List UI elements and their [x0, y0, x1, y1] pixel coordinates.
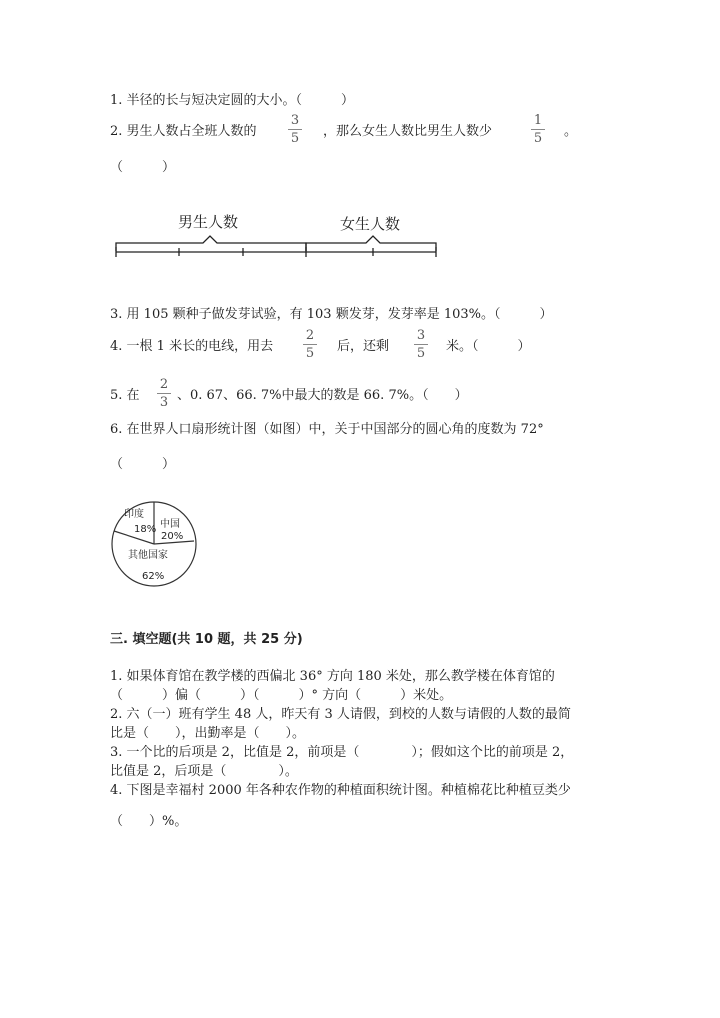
question-6: 6. 在世界人口扇形统计图（如图）中，关于中国部分的圆心角的度数为 72°: [110, 422, 544, 437]
fraction-numerator: 1: [533, 113, 543, 128]
boys-label: 男生人数: [178, 213, 239, 231]
fill-question-4-line-2: （ ）%。: [110, 814, 188, 829]
fraction-denominator: 5: [416, 346, 426, 361]
question-4-prefix: 4. 一根 1 米长的电线，用去: [110, 339, 274, 354]
fill-question-3-line-1: 3. 一个比的后项是 2，比值是 2，前项是（ ）；假如这个比的前项是 2，: [110, 745, 574, 760]
section-3-title: 三. 填空题(共 10 题，共 25 分): [110, 632, 303, 647]
question-2-prefix: 2. 男生人数占全班人数的: [110, 124, 257, 139]
fraction-numerator: 2: [159, 377, 169, 392]
fraction-three-fifths: [288, 113, 302, 146]
fraction-numerator: 3: [290, 113, 300, 128]
world-population-pie-chart: [106, 500, 202, 590]
fraction-denominator: 5: [533, 131, 543, 146]
other-countries-value: 62%: [142, 571, 165, 582]
question-4-middle: 后，还剩: [337, 339, 390, 354]
question-2-answer-blank: （ ）: [110, 160, 176, 175]
fraction-two-fifths: [303, 328, 317, 361]
question-5-suffix: 、0. 67、66. 7%中最大的数是 66. 7%。（ ）: [177, 388, 468, 403]
fill-question-2-line-2: 比是（ ），出勤率是（ ）。: [110, 726, 306, 741]
fraction-one-fifth: [531, 113, 545, 146]
question-2-middle: ，那么女生人数比男生人数少: [323, 124, 493, 139]
fill-question-1-line-1: 1. 如果体育馆在教学楼的西偏北 36° 方向 180 米处，那么教学楼在体育馆的: [110, 669, 555, 684]
china-value: 20%: [161, 531, 184, 542]
girls-label: 女生人数: [340, 215, 401, 233]
india-value: 18%: [134, 524, 157, 535]
boys-brace: [116, 236, 306, 251]
fraction-denominator: 3: [159, 395, 169, 410]
fraction-denominator: 5: [290, 131, 300, 146]
fill-question-2-line-1: 2. 六（一）班有学生 48 人，昨天有 3 人请假，到校的人数与请假的人数的最简: [110, 707, 571, 722]
fraction-two-thirds: [157, 377, 171, 410]
girls-brace: [306, 236, 436, 251]
fill-question-4-line-1: 4. 下图是幸福村 2000 年各种农作物的种植面积统计图。种植棉花比种植豆类少: [110, 783, 571, 798]
other-countries-label: 其他国家: [128, 550, 168, 561]
fraction-denominator: 5: [305, 346, 315, 361]
boys-girls-segment-diagram: [108, 205, 443, 265]
question-6-answer-blank: （ ）: [110, 457, 176, 472]
fill-question-1-line-2: （ ）偏（ ）（ ）° 方向（ ）米处。: [110, 688, 453, 703]
fraction-numerator: 2: [305, 328, 315, 343]
question-5-prefix: 5. 在: [110, 388, 140, 403]
fill-question-3-line-2: 比值是 2，后项是（ ）。: [110, 764, 298, 779]
india-label: 印度: [124, 509, 144, 520]
fraction-three-fifths-remaining: [414, 328, 428, 361]
question-4-suffix: 米。（ ）: [446, 339, 531, 354]
question-2-suffix: 。: [564, 124, 578, 139]
question-1: 1. 半径的长与短决定圆的大小。（ ）: [110, 93, 355, 108]
fraction-numerator: 3: [416, 328, 426, 343]
china-label: 中国: [160, 519, 180, 530]
question-3: 3. 用 105 颗种子做发芽试验，有 103 颗发芽，发芽率是 103%。（ ）: [110, 307, 553, 322]
